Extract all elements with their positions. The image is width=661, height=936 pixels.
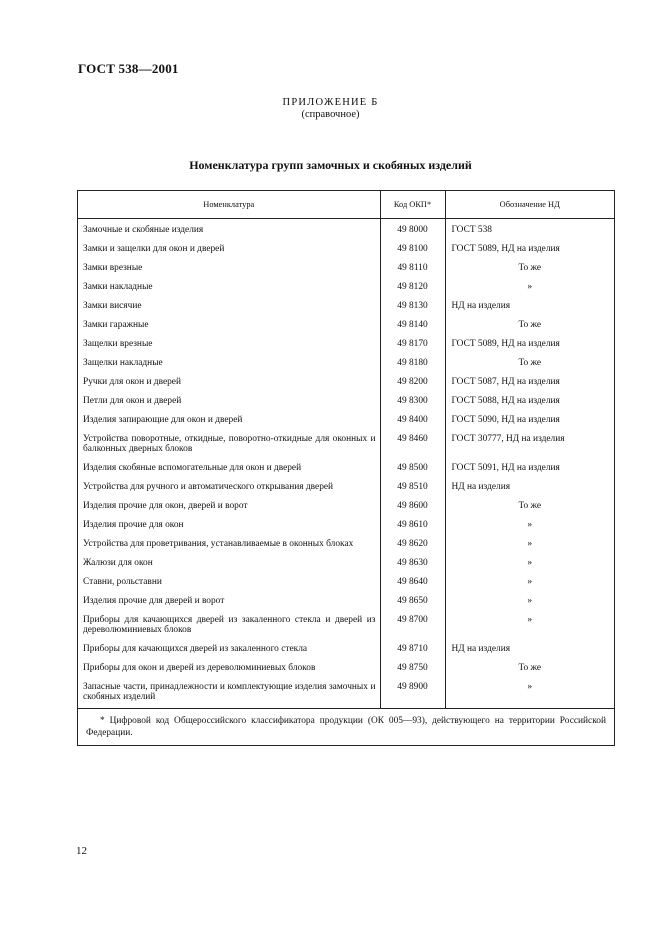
row-nomenclature: Жалюзи для окон: [83, 558, 153, 568]
table-row: [78, 592, 614, 611]
table-row: [78, 411, 614, 430]
row-nomenclature: Приборы для окон и дверей из дереволюминиевых блоков: [83, 663, 316, 673]
row-okp-code: 49 8180: [380, 354, 445, 373]
row-nomenclature: Приборы для качающихся дверей из закаленного стекла: [83, 644, 308, 654]
row-okp-code: 49 8170: [380, 335, 445, 354]
row-nomenclature: Ручки для окон и дверей: [83, 377, 181, 387]
row-nd-designation: »: [445, 611, 614, 640]
row-nomenclature: Замки висячие: [83, 301, 142, 311]
row-nd-designation: »: [445, 678, 614, 708]
table-row: [78, 259, 614, 278]
row-okp-code: 49 8110: [380, 259, 445, 278]
row-okp-code: 49 8710: [380, 640, 445, 659]
row-okp-code: 49 8600: [380, 497, 445, 516]
table-row: [78, 535, 614, 554]
row-nomenclature: Изделия прочие для окон, дверей и ворот: [83, 501, 248, 511]
table-footnote: * Цифровой код Общероссийского классификатора продукции (ОК 005—93), действующего на территории Российской Федерации.: [78, 708, 614, 745]
row-nomenclature: Запасные части, принадлежности и комплектующие изделия замочных и скобяных изделий: [83, 682, 376, 702]
table-row: [78, 219, 614, 241]
table-row: [78, 573, 614, 592]
table-header-row: [78, 191, 614, 219]
row-okp-code: 49 8460: [380, 430, 445, 459]
column-header-nd: Обозначение НД: [445, 191, 614, 219]
row-nd-designation: ГОСТ 5089, НД на изделия: [445, 335, 614, 354]
appendix-title: ПРИЛОЖЕНИЕ Б: [282, 97, 379, 108]
row-nd-designation: НД на изделия: [445, 297, 614, 316]
table-row: [78, 430, 614, 459]
row-okp-code: 49 8400: [380, 411, 445, 430]
appendix-heading: [0, 97, 661, 121]
row-nomenclature: Изделия прочие для окон: [83, 520, 184, 530]
table-row: [78, 373, 614, 392]
row-okp-code: 49 8610: [380, 516, 445, 535]
row-nd-designation: НД на изделия: [445, 640, 614, 659]
row-nd-designation: »: [445, 535, 614, 554]
row-nomenclature: Защелки накладные: [83, 358, 163, 368]
row-nd-designation: НД на изделия: [445, 478, 614, 497]
row-nd-designation: ГОСТ 5089, НД на изделия: [445, 240, 614, 259]
row-okp-code: 49 8640: [380, 573, 445, 592]
row-nd-designation: »: [445, 516, 614, 535]
row-okp-code: 49 8700: [380, 611, 445, 640]
row-okp-code: 49 8500: [380, 459, 445, 478]
row-okp-code: 49 8510: [380, 478, 445, 497]
table-row: [78, 516, 614, 535]
table-row: [78, 278, 614, 297]
column-header-nomenclature: Номенклатура: [78, 191, 380, 219]
table-row: [78, 459, 614, 478]
table-row: [78, 678, 614, 708]
table-row: [78, 478, 614, 497]
row-okp-code: 49 8000: [380, 219, 445, 241]
row-nomenclature: Защелки врезные: [83, 339, 153, 349]
row-okp-code: 49 8650: [380, 592, 445, 611]
document-code: ГОСТ 538—2001: [78, 61, 179, 76]
row-nd-designation: То же: [445, 354, 614, 373]
row-okp-code: 49 8140: [380, 316, 445, 335]
row-nomenclature: Изделия прочие для дверей и ворот: [83, 596, 225, 606]
row-nomenclature: Замочные и скобяные изделия: [83, 225, 204, 235]
nomenclature-table: [77, 190, 615, 746]
row-nomenclature: Замки гаражные: [83, 320, 149, 330]
table-row: [78, 335, 614, 354]
table-row: [78, 354, 614, 373]
row-nomenclature: Устройства поворотные, откидные, поворотно-откидные для оконных и балконных дверных блоков: [83, 434, 376, 454]
row-nomenclature: Замки накладные: [83, 282, 153, 292]
row-nomenclature: Петли для окон и дверей: [83, 396, 182, 406]
row-nomenclature: Устройства для проветривания, устанавливаемые в оконных блоках: [83, 539, 354, 549]
row-nd-designation: ГОСТ 5091, НД на изделия: [445, 459, 614, 478]
table-row: [78, 240, 614, 259]
row-nomenclature: Приборы для качающихся дверей из закаленного стекла и дверей из дереволюминиевых блоков: [83, 615, 376, 635]
table-row: [78, 316, 614, 335]
row-okp-code: 49 8100: [380, 240, 445, 259]
row-nomenclature: Замки врезные: [83, 263, 143, 273]
row-nomenclature: Изделия запирающие для окон и дверей: [83, 415, 243, 425]
row-nd-designation: »: [445, 573, 614, 592]
row-okp-code: 49 8900: [380, 678, 445, 708]
row-nd-designation: То же: [445, 259, 614, 278]
nomenclature-table-grid: [78, 191, 614, 708]
row-nd-designation: ГОСТ 30777, НД на изделия: [445, 430, 614, 459]
row-nd-designation: ГОСТ 5090, НД на изделия: [445, 411, 614, 430]
table-title: Номенклатура групп замочных и скобяных изделий: [189, 158, 472, 172]
table-row: [78, 611, 614, 640]
row-nomenclature: Устройства для ручного и автоматического открывания дверей: [83, 482, 334, 492]
row-nd-designation: ГОСТ 5087, НД на изделия: [445, 373, 614, 392]
row-nd-designation: То же: [445, 659, 614, 678]
table-row: [78, 659, 614, 678]
row-okp-code: 49 8130: [380, 297, 445, 316]
table-body: [78, 219, 614, 709]
row-okp-code: 49 8630: [380, 554, 445, 573]
row-okp-code: 49 8620: [380, 535, 445, 554]
row-nd-designation: То же: [445, 316, 614, 335]
row-nomenclature: Изделия скобяные вспомогательные для окон и дверей: [83, 463, 302, 473]
row-nd-designation: То же: [445, 497, 614, 516]
appendix-subtitle: (справочное): [301, 109, 360, 120]
row-nd-designation: »: [445, 278, 614, 297]
row-okp-code: 49 8120: [380, 278, 445, 297]
row-nomenclature: Замки и защелки для окон и дверей: [83, 244, 225, 254]
table-row: [78, 392, 614, 411]
row-nd-designation: »: [445, 554, 614, 573]
row-nomenclature: Ставни, рольставни: [83, 577, 162, 587]
row-nd-designation: ГОСТ 5088, НД на изделия: [445, 392, 614, 411]
row-okp-code: 49 8750: [380, 659, 445, 678]
table-row: [78, 554, 614, 573]
page-number: 12: [76, 845, 87, 857]
table-row: [78, 640, 614, 659]
table-row: [78, 497, 614, 516]
row-okp-code: 49 8300: [380, 392, 445, 411]
table-row: [78, 297, 614, 316]
row-okp-code: 49 8200: [380, 373, 445, 392]
column-header-okp-code: Код ОКП*: [380, 191, 445, 219]
row-nd-designation: »: [445, 592, 614, 611]
row-nd-designation: ГОСТ 538: [445, 219, 614, 241]
